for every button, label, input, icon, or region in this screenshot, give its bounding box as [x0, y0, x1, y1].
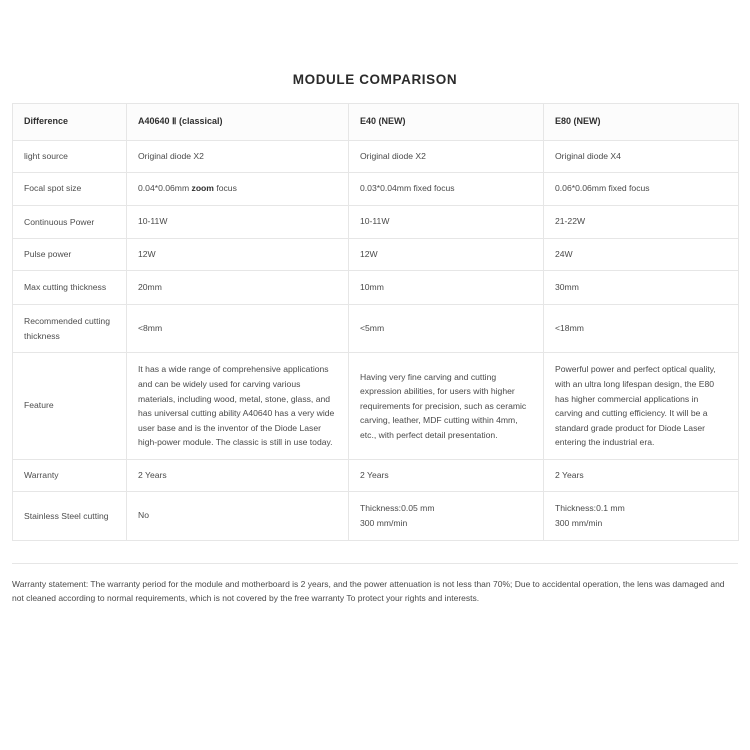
module-comparison-table: [12, 103, 739, 541]
cell-continuous-power-e40: 10-11W: [349, 205, 544, 239]
row-label-max-cutting-thickness: Max cutting thickness: [13, 271, 127, 305]
column-header-e40: E40 (NEW): [349, 104, 544, 141]
cell-focal-spot-size-a40640: [127, 173, 349, 205]
e80-speed-line: 300 mm/min: [555, 517, 603, 528]
table-row: [13, 140, 739, 172]
cell-warranty-e40: 2 Years: [349, 459, 544, 491]
table-row: [13, 353, 739, 460]
cell-warranty-a40640: 2 Years: [127, 459, 349, 491]
cell-max-cutting-thickness-e40: 10mm: [349, 271, 544, 305]
focal-zoom-emphasis: zoom: [191, 183, 214, 194]
row-label-continuous-power: Continuous Power: [13, 205, 127, 239]
cell-recommended-cutting-thickness-e40: <5mm: [349, 305, 544, 353]
e40-speed-line: 300 mm/min: [360, 517, 408, 528]
warranty-statement: Warranty statement: The warranty period for the module and motherboard is 2 years, and the power attenuation is not less than 70%; Due to accidental operation, the lens was damaged and not cleaned according to normal requirements, which is not covered by the free warranty To protect your rights and interests.: [12, 578, 725, 604]
cell-recommended-cutting-thickness-e80: <18mm: [544, 305, 739, 353]
e40-thickness-line: Thickness:0.05 mm: [360, 503, 435, 514]
row-label-pulse-power: Pulse power: [13, 239, 127, 271]
cell-focal-spot-size-e40: 0.03*0.04mm fixed focus: [349, 173, 544, 205]
cell-stainless-steel-cutting-e80: [544, 492, 739, 540]
cell-light-source-e40: Original diode X2: [349, 140, 544, 172]
table-row: [13, 492, 739, 540]
row-label-stainless-steel-cutting: Stainless Steel cutting: [13, 492, 127, 540]
cell-max-cutting-thickness-a40640: 20mm: [127, 271, 349, 305]
cell-continuous-power-e80: 21-22W: [544, 205, 739, 239]
cell-pulse-power-a40640: 12W: [127, 239, 349, 271]
table-header-row: [13, 104, 739, 141]
comparison-table-container: [12, 103, 738, 541]
cell-warranty-e80: 2 Years: [544, 459, 739, 491]
cell-pulse-power-e80: 24W: [544, 239, 739, 271]
cell-continuous-power-a40640: 10-11W: [127, 205, 349, 239]
cell-feature-e40: Having very fine carving and cutting expression abilities, for users with higher requirements for precision, such as ceramic carving, leather, MDF cutting within 4mm, etc., with perfect detail presentation.: [349, 353, 544, 460]
table-row: [13, 459, 739, 491]
row-label-light-source: light source: [13, 140, 127, 172]
e80-thickness-line: Thickness:0.1 mm: [555, 503, 625, 514]
cell-focal-spot-size-e80: 0.06*0.06mm fixed focus: [544, 173, 739, 205]
cell-stainless-steel-cutting-e40: [349, 492, 544, 540]
table-row: [13, 239, 739, 271]
row-label-focal-spot-size: Focal spot size: [13, 173, 127, 205]
column-header-e80: E80 (NEW): [544, 104, 739, 141]
cell-max-cutting-thickness-e80: 30mm: [544, 271, 739, 305]
cell-feature-a40640: It has a wide range of comprehensive applications and can be widely used for carving various materials, including wood, metal, stone, glass, and has universal cutting ability A40640 has a very wide user base and is the inventor of the Diode Laser high-power module. The classic is still in use today.: [127, 353, 349, 460]
cell-pulse-power-e40: 12W: [349, 239, 544, 271]
table-body: [13, 140, 739, 540]
table-row: [13, 205, 739, 239]
column-header-difference: Difference: [13, 104, 127, 141]
table-row: [13, 173, 739, 205]
focal-prefix: 0.04*0.06mm: [138, 183, 192, 194]
cell-light-source-a40640: Original diode X2: [127, 140, 349, 172]
cell-feature-e80: Powerful power and perfect optical quality, with an ultra long lifespan design, the E80 has higher commercial applications in carving and cutting efficiency. It will be a standard grade product for Diode Laser entering the industrial era.: [544, 353, 739, 460]
table-row: [13, 305, 739, 353]
focal-suffix: focus: [213, 183, 237, 194]
cell-light-source-e80: Original diode X4: [544, 140, 739, 172]
page-title: MODULE COMPARISON: [292, 72, 458, 87]
cell-stainless-steel-cutting-a40640: No: [127, 492, 349, 540]
table-row: [13, 271, 739, 305]
table-header: [13, 104, 739, 141]
footer-divider: [12, 563, 738, 564]
column-header-a40640: A40640 Ⅱ (classical): [127, 104, 349, 141]
row-label-recommended-cutting-thickness: Recommended cutting thickness: [13, 305, 127, 353]
row-label-feature: Feature: [13, 353, 127, 460]
cell-recommended-cutting-thickness-a40640: <8mm: [127, 305, 349, 353]
row-label-warranty: Warranty: [13, 459, 127, 491]
